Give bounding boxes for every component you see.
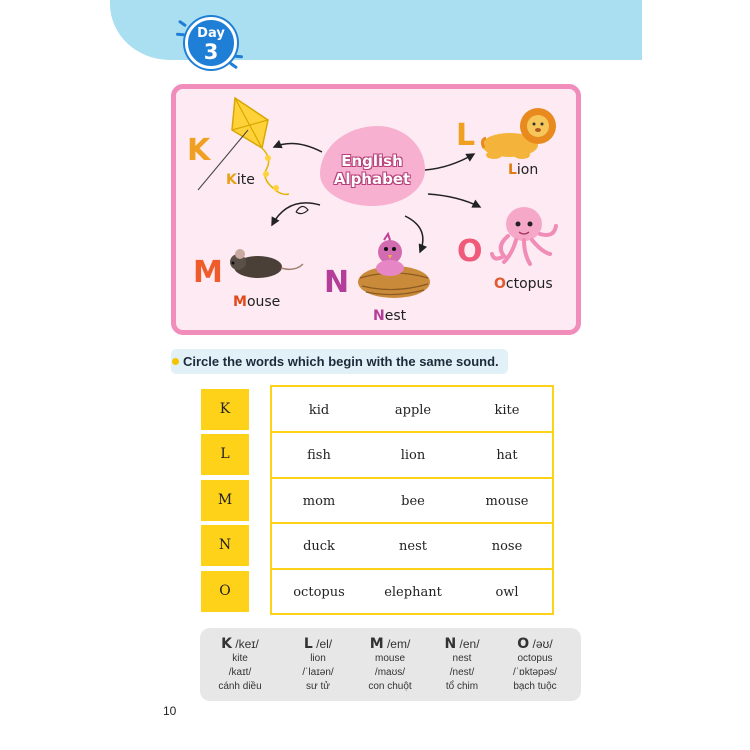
phonics-word-ipa: /nest/	[449, 667, 475, 678]
grid-divider	[272, 477, 552, 479]
word-cell[interactable]: kid	[308, 403, 330, 418]
phonics-o	[497, 636, 573, 694]
phonics-word: nest	[452, 653, 472, 664]
row-letter: M	[201, 480, 249, 521]
mindmap-title-line2: Alphabet	[333, 170, 411, 188]
label-lion-first: L	[508, 162, 517, 178]
phonics-letter: K	[221, 636, 232, 652]
phonics-meaning: tổ chim	[445, 681, 479, 692]
label-octopus-rest: ctopus	[505, 276, 553, 292]
phonics-letter: N	[444, 636, 457, 652]
grid-divider	[272, 522, 552, 524]
phonics-letter: L	[303, 636, 313, 652]
phonics-k	[202, 636, 278, 694]
word-cell[interactable]: mouse	[485, 494, 529, 509]
phonics-meaning: bạch tuộc	[513, 681, 557, 692]
phonics-word: lion	[310, 653, 326, 664]
word-cell[interactable]: elephant	[384, 585, 442, 600]
word-cell[interactable]: octopus	[293, 585, 345, 600]
arrow-to-nest	[405, 216, 423, 252]
word-cell[interactable]: bee	[401, 494, 425, 509]
letter-l: L	[456, 118, 476, 153]
word-cell[interactable]: kite	[494, 403, 520, 418]
page-number: 10	[163, 704, 177, 718]
label-lion-rest: ion	[516, 162, 539, 178]
lion-picture	[482, 108, 556, 159]
label-octopus-first: O	[494, 276, 506, 292]
phonics-meaning: cánh diều	[218, 681, 262, 692]
day-label: Day	[197, 26, 225, 41]
word-cell[interactable]: apple	[394, 403, 432, 418]
word-cell[interactable]: mom	[302, 494, 336, 509]
word-cell[interactable]: hat	[496, 448, 518, 463]
phonics-word: mouse	[374, 653, 405, 664]
row-letter: L	[201, 434, 249, 475]
instruction-text: Circle the words which begin with the same sound.	[183, 354, 499, 369]
phonics-m	[352, 636, 428, 694]
bullet-icon	[172, 358, 179, 365]
letter-k: K	[187, 133, 211, 168]
phonics-ipa: /en/	[459, 637, 480, 651]
row-letter: K	[201, 389, 249, 430]
phonics-word-ipa: /maʊs/	[374, 667, 406, 678]
mindmap-title-line1: English	[341, 152, 403, 170]
word-cell[interactable]: fish	[307, 448, 331, 463]
arrow-to-mouse	[272, 203, 320, 225]
arrow-to-kite	[274, 143, 322, 152]
phonics-ipa: /em/	[386, 637, 411, 651]
phonics-meaning: sư tử	[306, 681, 330, 692]
arrow-to-octopus	[428, 194, 480, 207]
label-mouse	[233, 294, 280, 310]
letter-o: O	[457, 234, 483, 269]
word-cell[interactable]: nest	[399, 539, 427, 554]
phonics-letter: O	[517, 636, 530, 652]
label-kite	[226, 172, 255, 188]
label-mouse-rest: ouse	[246, 294, 281, 310]
phonics-n	[424, 636, 500, 694]
label-nest-first: N	[373, 308, 385, 324]
phonics-ipa: /keɪ/	[235, 637, 259, 651]
letter-m: M	[193, 255, 223, 290]
label-octopus	[494, 276, 553, 292]
label-kite-rest: ite	[236, 172, 255, 188]
row-letter: N	[201, 525, 249, 566]
word-cell[interactable]: nose	[491, 539, 523, 554]
phonics-word-ipa: /ˈɒktəpəs/	[513, 667, 557, 678]
phonics-word: kite	[232, 653, 248, 664]
phonics-word: octopus	[517, 653, 553, 664]
phonics-word-ipa: /kaɪt/	[228, 667, 252, 678]
label-kite-first: K	[226, 172, 237, 188]
phonics-ipa: /əʊ/	[532, 637, 553, 651]
grid-divider	[272, 431, 552, 433]
word-cell[interactable]: lion	[400, 448, 426, 463]
letter-n: N	[324, 265, 350, 300]
grid-divider	[272, 568, 552, 570]
phonics-letter: M	[369, 636, 384, 652]
phonics-word-ipa: /ˈlaɪən/	[302, 667, 334, 678]
label-mouse-first: M	[233, 294, 247, 310]
label-nest-rest: est	[384, 308, 407, 324]
word-cell[interactable]: owl	[495, 585, 519, 600]
label-lion	[508, 162, 538, 178]
row-letter: O	[201, 571, 249, 612]
mouse-picture	[230, 249, 303, 278]
day-number: 3	[203, 40, 219, 64]
squiggle	[296, 206, 308, 213]
phonics-meaning: con chuột	[368, 681, 412, 692]
word-cell[interactable]: duck	[303, 539, 335, 554]
phonics-ipa: /el/	[316, 637, 333, 651]
octopus-picture	[492, 207, 556, 264]
arrow-to-lion	[425, 154, 474, 170]
word-grid	[270, 385, 554, 615]
nest-picture	[358, 234, 430, 298]
phonics-l	[280, 636, 356, 694]
label-nest	[373, 308, 406, 324]
